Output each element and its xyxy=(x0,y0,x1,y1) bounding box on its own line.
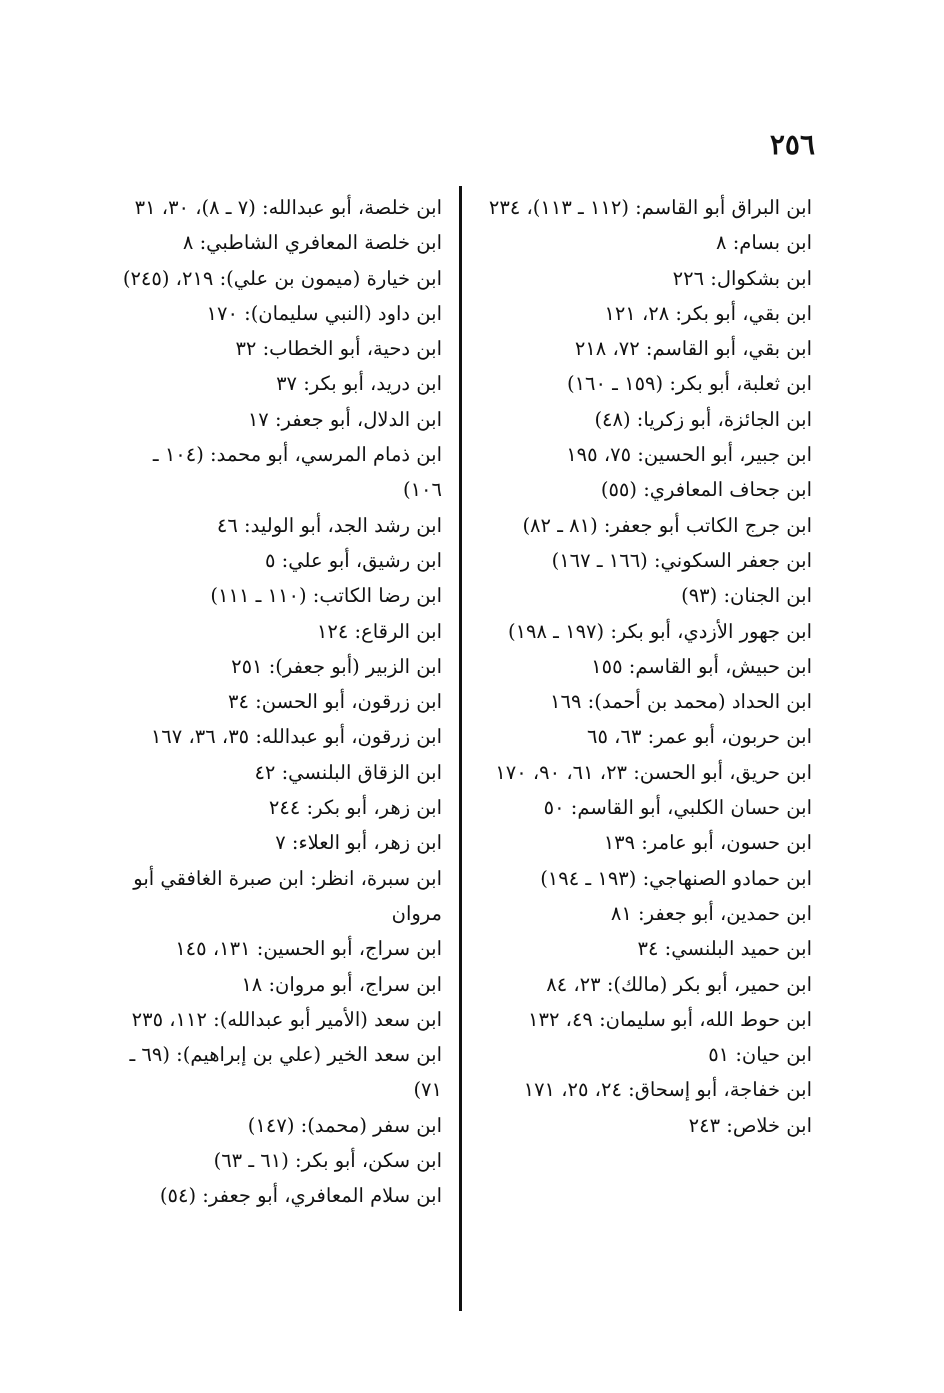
index-entry: ابن الدلال، أبو جعفر: ١٧ xyxy=(247,407,442,431)
column-divider xyxy=(459,186,462,1311)
index-entry: ابن الرقاع: ١٢٤ xyxy=(316,619,442,643)
index-entry: ابن حيان: ٥١ xyxy=(708,1043,812,1067)
index-entry: ابن ذمام المرسي، أبو محمد: (١٠٤ ـ ١٠٦) xyxy=(152,443,442,502)
index-entry: ابن دريد، أبو بكر: ٣٧ xyxy=(276,372,442,396)
index-entry: ابن سبرة، انظر: ابن صبرة الغافقي أبو مروان xyxy=(133,866,442,925)
index-entry: ابن زرقون، أبو عبدالله: ٣٥، ٣٦، ١٦٧ xyxy=(150,725,442,749)
index-column-left xyxy=(110,190,442,1214)
index-entry: ابن خلصة المعافري الشاطبي: ٨ xyxy=(182,231,442,255)
index-entry: ابن خفاجة، أبو إسحاق: ٢٤، ٢٥، ١٧١ xyxy=(523,1078,812,1102)
index-entry: ابن جهور الأزدي، أبو بكر: (١٩٧ ـ ١٩٨) xyxy=(507,619,812,643)
index-entry: ابن جبير، أبو الحسين: ٧٥، ١٩٥ xyxy=(566,443,812,467)
index-entry: ابن بسام: ٨ xyxy=(716,231,812,255)
index-entry: ابن الجنان: (٩٣) xyxy=(681,584,812,608)
index-entry: ابن بقي، أبو بكر: ٢٨، ١٢١ xyxy=(604,301,812,325)
index-entry: ابن خيارة (ميمون بن علي): ٢١٩، (٢٤٥) xyxy=(122,266,442,290)
index-entry: ابن حسان الكلبي، أبو القاسم: ٥٠ xyxy=(543,796,812,820)
index-entry: ابن سعد (الأمير أبو عبدالله): ١١٢، ٢٣٥ xyxy=(131,1007,442,1031)
index-entry: ابن حمادو الصنهاجي: (١٩٣ ـ ١٩٤) xyxy=(540,866,812,890)
index-entry: ابن جرج الكاتب أبو جعفر: (٨١ ـ ٨٢) xyxy=(522,513,812,537)
index-entry: ابن زهر، أبو بكر: ٢٤٤ xyxy=(268,796,442,820)
index-entry: ابن دحية، أبو الخطاب: ٣٢ xyxy=(235,337,442,361)
index-column-right xyxy=(480,190,812,1143)
index-entry: ابن الحداد (محمد بن أحمد): ١٦٩ xyxy=(550,690,812,714)
index-entry: ابن سفر (محمد): (١٤٧) xyxy=(247,1113,442,1137)
index-entry: ابن ثعلبة، أبو بكر: (١٥٩ ـ ١٦٠) xyxy=(566,372,812,396)
page-number: ٢٥٦ xyxy=(769,128,815,161)
index-entry: ابن حمير، أبو بكر (مالك): ٢٣، ٨٤ xyxy=(546,972,812,996)
index-entry: ابن بشكوال: ٢٢٦ xyxy=(672,266,812,290)
index-entry: ابن البراق أبو القاسم: (١١٢ ـ ١١٣)، ٢٣٤ xyxy=(488,196,812,219)
index-entry: ابن حميد البلنسي: ٣٤ xyxy=(637,937,812,961)
index-entry: ابن خلاص: ٢٤٣ xyxy=(688,1113,812,1137)
index-entry: ابن حريق، أبو الحسن: ٢٣، ٦١، ٩٠، ١٧٠ xyxy=(495,760,812,784)
index-entry: ابن الجائزة، أبو زكريا: (٤٨) xyxy=(594,407,812,431)
index-entry: ابن زهر، أبو العلاء: ٧ xyxy=(275,831,442,855)
index-entry: ابن سراج، أبو مروان: ١٨ xyxy=(241,972,442,996)
index-entry: ابن جعفر السكوني: (١٦٦ ـ ١٦٧) xyxy=(551,548,812,572)
index-entry: ابن حوط الله، أبو سليمان: ٤٩، ١٣٢ xyxy=(528,1007,812,1031)
index-entry: ابن حبيش، أبو القاسم: ١٥٥ xyxy=(591,654,812,678)
index-entry: ابن بقي، أبو القاسم: ٧٢، ٢١٨ xyxy=(574,337,812,361)
index-entry: ابن حربون، أبو عمر: ٦٣، ٦٥ xyxy=(587,725,812,749)
index-entry: ابن رشيق، أبو علي: ٥ xyxy=(265,548,442,572)
index-entry: ابن جحاف المعافري: (٥٥) xyxy=(600,478,812,502)
index-entry: ابن داود (النبي سليمان): ١٧٠ xyxy=(206,301,442,325)
index-entry: ابن سراج، أبو الحسين: ١٣١، ١٤٥ xyxy=(175,937,442,961)
index-entry: ابن حمدين، أبو جعفر: ٨١ xyxy=(610,901,812,925)
index-entry: ابن الزقاق البلنسي: ٤٢ xyxy=(254,760,442,784)
index-entry: ابن سكن، أبو بكر: (٦١ ـ ٦٣) xyxy=(213,1149,442,1173)
index-entry: ابن رشد الجد، أبو الوليد: ٤٦ xyxy=(216,513,442,537)
index-entry: ابن خلصة، أبو عبدالله: (٧ ـ ٨)، ٣٠، ٣١ xyxy=(134,196,442,219)
index-entry: ابن رضا الكاتب: (١١٠ ـ ١١١) xyxy=(210,584,442,608)
index-entry: ابن سلام المعافري، أبو جعفر: (٥٤) xyxy=(159,1184,442,1208)
index-entry: ابن الزبير (أبو جعفر): ٢٥١ xyxy=(231,654,442,678)
index-entry: ابن سعد الخير (علي بن إبراهيم): (٦٩ ـ ٧١) xyxy=(129,1043,442,1102)
index-entry: ابن حسون، أبو عامر: ١٣٩ xyxy=(603,831,812,855)
index-entry: ابن زرقون، أبو الحسن: ٣٤ xyxy=(228,690,442,714)
